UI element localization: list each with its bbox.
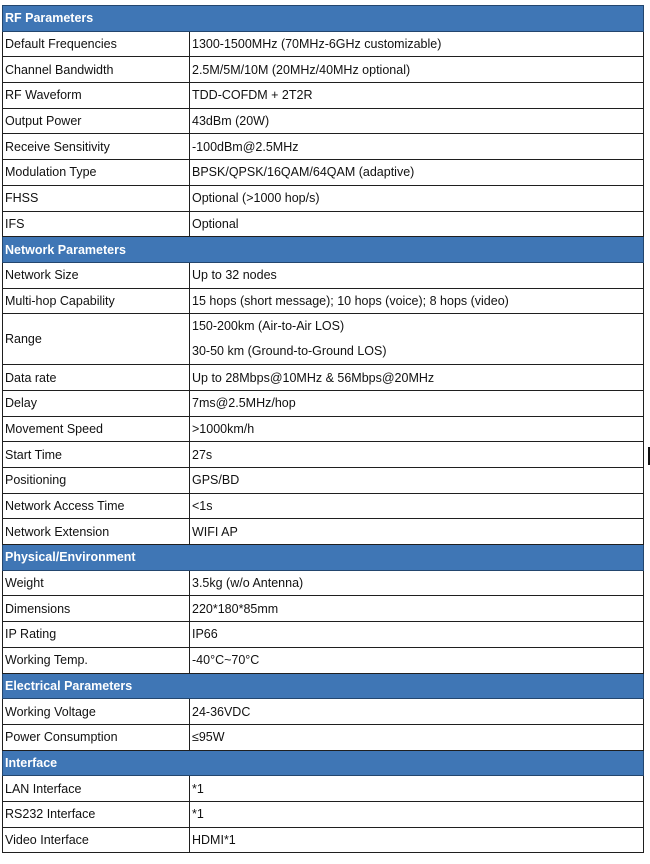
parameter-label: Channel Bandwidth	[3, 57, 190, 83]
parameter-value: IP66	[190, 622, 644, 648]
section-title: RF Parameters	[3, 6, 644, 32]
section-title: Physical/Environment	[3, 545, 644, 571]
parameter-label: Delay	[3, 390, 190, 416]
parameter-value: 1300-1500MHz (70MHz-6GHz customizable)	[190, 31, 644, 57]
table-row	[3, 108, 644, 134]
table-row	[3, 570, 644, 596]
parameter-value: ≤95W	[190, 724, 644, 750]
parameter-value: 15 hops (short message); 10 hops (voice); 8 hops (video)	[190, 288, 644, 314]
parameter-value-line: 30-50 km (Ground-to-Ground LOS)	[192, 344, 387, 359]
parameter-value: *1	[190, 801, 644, 827]
table-row	[3, 211, 644, 237]
parameter-value: Up to 32 nodes	[190, 262, 644, 288]
parameter-value: -40°C~70°C	[190, 647, 644, 673]
parameter-value: <1s	[190, 493, 644, 519]
table-row	[3, 160, 644, 186]
parameter-label: Dimensions	[3, 596, 190, 622]
parameter-value: Optional (>1000 hop/s)	[190, 185, 644, 211]
parameter-label: Weight	[3, 570, 190, 596]
table-row	[3, 314, 644, 365]
table-row	[3, 699, 644, 725]
parameter-label: Power Consumption	[3, 724, 190, 750]
parameter-value: Up to 28Mbps@10MHz & 56Mbps@20MHz	[190, 365, 644, 391]
table-row	[3, 442, 644, 468]
table-row	[3, 519, 644, 545]
section-title: Electrical Parameters	[3, 673, 644, 699]
parameter-label: Modulation Type	[3, 160, 190, 186]
table-row	[3, 493, 644, 519]
parameter-value: HDMI*1	[190, 827, 644, 853]
table-row	[3, 801, 644, 827]
section-header-row	[3, 545, 644, 571]
section-header-row	[3, 237, 644, 263]
table-row	[3, 390, 644, 416]
parameter-value: *1	[190, 776, 644, 802]
parameter-label: Default Frequencies	[3, 31, 190, 57]
parameter-value: Optional	[190, 211, 644, 237]
spec-table	[2, 5, 644, 853]
parameter-label: Data rate	[3, 365, 190, 391]
table-row	[3, 83, 644, 109]
table-row	[3, 185, 644, 211]
parameter-label: FHSS	[3, 185, 190, 211]
parameter-value: 2.5M/5M/10M (20MHz/40MHz optional)	[190, 57, 644, 83]
parameter-label: Working Voltage	[3, 699, 190, 725]
parameter-value: WIFI AP	[190, 519, 644, 545]
parameter-value: -100dBm@2.5MHz	[190, 134, 644, 160]
parameter-value: TDD-COFDM + 2T2R	[190, 83, 644, 109]
table-row	[3, 57, 644, 83]
parameter-label: Network Size	[3, 262, 190, 288]
table-row	[3, 365, 644, 391]
table-row	[3, 622, 644, 648]
table-row	[3, 468, 644, 494]
table-row	[3, 288, 644, 314]
parameter-value: BPSK/QPSK/16QAM/64QAM (adaptive)	[190, 160, 644, 186]
parameter-value: 220*180*85mm	[190, 596, 644, 622]
parameter-label: Network Access Time	[3, 493, 190, 519]
section-title: Interface	[3, 750, 644, 776]
spec-table-body	[3, 6, 644, 853]
section-header-row	[3, 6, 644, 32]
parameter-label: IFS	[3, 211, 190, 237]
table-row	[3, 262, 644, 288]
table-row	[3, 31, 644, 57]
parameter-label: Start Time	[3, 442, 190, 468]
parameter-label: RF Waveform	[3, 83, 190, 109]
parameter-value: 27s	[190, 442, 644, 468]
parameter-value: GPS/BD	[190, 468, 644, 494]
table-row	[3, 776, 644, 802]
table-row	[3, 647, 644, 673]
parameter-label: LAN Interface	[3, 776, 190, 802]
section-header-row	[3, 673, 644, 699]
parameter-label: Video Interface	[3, 827, 190, 853]
section-title: Network Parameters	[3, 237, 644, 263]
parameter-label: Positioning	[3, 468, 190, 494]
parameter-label: Range	[3, 314, 190, 365]
parameter-value: >1000km/h	[190, 416, 644, 442]
table-row	[3, 724, 644, 750]
parameter-value: 24-36VDC	[190, 699, 644, 725]
parameter-label: Output Power	[3, 108, 190, 134]
parameter-label: Multi-hop Capability	[3, 288, 190, 314]
parameter-label: RS232 Interface	[3, 801, 190, 827]
parameter-value-line: 150-200km (Air-to-Air LOS)	[192, 319, 345, 334]
table-row	[3, 827, 644, 853]
table-row	[3, 596, 644, 622]
parameter-value: 43dBm (20W)	[190, 108, 644, 134]
parameter-label: Network Extension	[3, 519, 190, 545]
parameter-value	[190, 314, 644, 365]
section-header-row	[3, 750, 644, 776]
parameter-value: 3.5kg (w/o Antenna)	[190, 570, 644, 596]
table-row	[3, 134, 644, 160]
parameter-label: Receive Sensitivity	[3, 134, 190, 160]
parameter-label: Movement Speed	[3, 416, 190, 442]
parameter-value: 7ms@2.5MHz/hop	[190, 390, 644, 416]
parameter-label: Working Temp.	[3, 647, 190, 673]
table-row	[3, 416, 644, 442]
parameter-label: IP Rating	[3, 622, 190, 648]
